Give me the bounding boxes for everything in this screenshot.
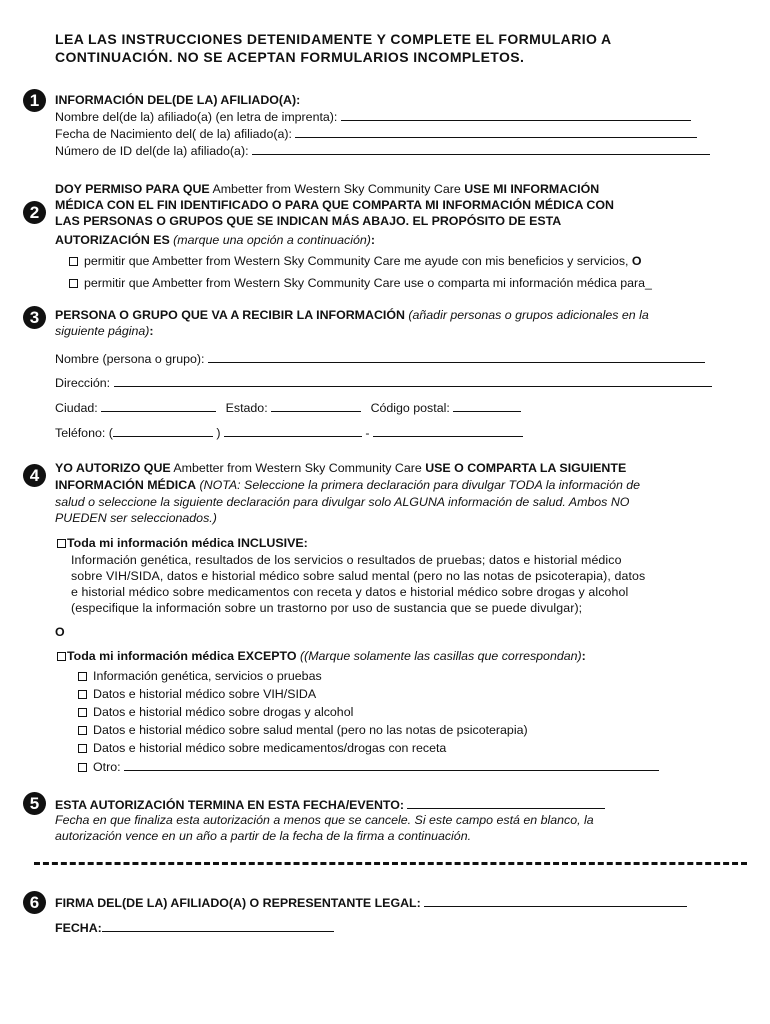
member-id-label: Número de ID del(de la) afiliado(a):	[55, 144, 249, 158]
s2-permission-use: USE MI INFORMACIÓN	[464, 182, 600, 196]
state-field[interactable]	[271, 399, 361, 412]
except-checkbox[interactable]	[57, 652, 66, 661]
city-field[interactable]	[101, 399, 216, 412]
s4-note-2: salud o seleccione la siguiente declaración para divulgar solo ALGUNA información de salud. Ambos NO	[55, 495, 630, 509]
except-item-hiv: Datos e historial médico sobre VIH/SIDA	[93, 687, 317, 701]
all-info-line-2: sobre VIH/SIDA, datos e historial médico sobre salud mental (pero no las notas de psicoterapia), datos	[71, 569, 646, 583]
except-item-mental: Datos e historial médico sobre salud mental (pero no las notas de psicoterapia)	[93, 723, 528, 737]
all-info-line-1: Información genética, resultados de los servicios o resultados de pruebas; datos e historial médico	[71, 553, 622, 567]
cut-line-divider	[34, 862, 747, 865]
except-item-genetic-checkbox[interactable]	[78, 672, 87, 681]
except-note: ((Marque solamente las casillas que correspondan)	[296, 649, 582, 663]
all-info-line-4: (especifique la información sobre un trastorno por uso de sustancia que se puede divulgar);	[71, 601, 583, 615]
recipient-name-field[interactable]	[208, 350, 705, 363]
s4-note-1: (NOTA: Seleccione la primera declaración para divulgar TODA la información de	[196, 478, 641, 492]
expiration-field[interactable]	[407, 796, 605, 809]
section-5-number: 5	[23, 792, 46, 815]
all-info-line-3: e historial médico sobre medicamentos con receta y datos e historial médico sobre drogas y alcohol	[71, 585, 629, 599]
phone-close: )	[216, 426, 221, 440]
s5-note-2: autorización vence en un año a partir de la fecha de la firma a continuación.	[55, 829, 472, 843]
phone-prefix-field[interactable]	[224, 424, 362, 437]
member-id-field[interactable]	[252, 142, 710, 155]
s2-option-1-checkbox[interactable]	[69, 257, 78, 266]
member-dob-field[interactable]	[295, 125, 697, 138]
section-3-number: 3	[23, 306, 46, 329]
s2-option-1-label: permitir que Ambetter from Western Sky Community Care me ayude con mis beneficios y servicios,	[84, 254, 632, 268]
except-item-mental-checkbox[interactable]	[78, 726, 87, 735]
form-instructions	[55, 30, 612, 66]
zip-field[interactable]	[453, 399, 521, 412]
s2-purpose-note: (marque una opción a continuación)	[169, 233, 371, 247]
member-name-field[interactable]	[341, 108, 691, 121]
member-dob-label: Fecha de Nacimiento del( de la) afiliado(a):	[55, 127, 292, 141]
except-item-rx-checkbox[interactable]	[78, 744, 87, 753]
s3-title: PERSONA O GRUPO QUE VA A RECIBIR LA INFORMACIÓN	[55, 308, 405, 322]
signature-date-field[interactable]	[102, 919, 334, 932]
s5-title: ESTA AUTORIZACIÓN TERMINA EN ESTA FECHA/EVENTO:	[55, 798, 405, 812]
s2-option-2-checkbox[interactable]	[69, 279, 78, 288]
except-item-drugs: Datos e historial médico sobre drogas y alcohol	[93, 705, 354, 719]
s2-line-3: LAS PERSONAS O GRUPOS QUE SE INDICAN MÁS ABAJO. EL PROPÓSITO DE ESTA	[55, 214, 562, 228]
all-info-description	[71, 552, 645, 616]
s2-option-2-label: permitir que Ambetter from Western Sky Community Care use o comparta mi información médica para_	[84, 276, 652, 290]
s2-line-2: MÉDICA CON EL FIN IDENTIFICADO O PARA QUE COMPARTA MI INFORMACIÓN MÉDICA CON	[55, 198, 614, 212]
s4-authorize-lead: YO AUTORIZO QUE	[55, 461, 171, 475]
s2-purpose-colon: :	[370, 233, 376, 247]
s2-purpose-label: AUTORIZACIÓN ES	[55, 233, 170, 247]
except-other-field[interactable]	[124, 758, 659, 771]
except-item-drugs-checkbox[interactable]	[78, 708, 87, 717]
phone-label: Teléfono: (	[55, 426, 113, 440]
zip-label: Código postal:	[370, 401, 450, 415]
recipient-address-label: Dirección:	[55, 376, 111, 390]
phone-area-field[interactable]	[113, 424, 213, 437]
signature-field[interactable]	[424, 894, 687, 907]
s4-medical-info: INFORMACIÓN MÉDICA	[55, 478, 197, 492]
s3-note: (añadir personas o grupos adicionales en la	[404, 308, 649, 322]
recipient-address-field[interactable]	[114, 374, 712, 387]
phone-dash: -	[365, 426, 370, 440]
except-item-genetic: Información genética, servicios o pruebas	[93, 669, 322, 683]
s4-or: O	[55, 625, 65, 639]
section-1-title: INFORMACIÓN DEL(DE LA) AFILIADO(A):	[55, 93, 301, 107]
all-info-title: Toda mi información médica INCLUSIVE:	[67, 536, 308, 550]
instructions-line-1: LEA LAS INSTRUCCIONES DETENIDAMENTE Y COMPLETE EL FORMULARIO A	[55, 31, 612, 47]
except-item-other: Otro:	[93, 760, 121, 774]
s2-plan-name: Ambetter from Western Sky Community Care	[209, 182, 465, 196]
except-item-rx: Datos e historial médico sobre medicamentos/drogas con receta	[93, 741, 447, 755]
s2-permission-lead: DOY PERMISO PARA QUE	[55, 182, 210, 196]
member-name-label: Nombre del(de la) afiliado(a) (en letra de imprenta):	[55, 110, 338, 124]
s4-note-3: PUEDEN ser seleccionados.)	[55, 511, 217, 525]
except-colon: :	[581, 649, 586, 663]
section-2-number: 2	[23, 201, 46, 224]
instructions-line-2: CONTINUACIÓN. NO SE ACEPTAN FORMULARIOS INCOMPLETOS.	[55, 49, 525, 65]
city-label: Ciudad:	[55, 401, 98, 415]
all-info-checkbox[interactable]	[57, 539, 66, 548]
s3-note-colon: :	[149, 324, 154, 338]
except-item-other-checkbox[interactable]	[78, 763, 87, 772]
s4-plan-name: Ambetter from Western Sky Community Care	[170, 461, 426, 475]
section-6-number: 6	[23, 891, 46, 914]
except-item-hiv-checkbox[interactable]	[78, 690, 87, 699]
section-1-number: 1	[23, 89, 46, 112]
s4-authorize-use: USE O COMPARTA LA SIGUIENTE	[425, 461, 627, 475]
recipient-name-label: Nombre (persona o grupo):	[55, 352, 205, 366]
except-title: Toda mi información médica EXCEPTO	[67, 649, 297, 663]
signature-date-label: FECHA:	[55, 921, 102, 935]
section-4-number: 4	[23, 464, 46, 487]
s2-option-or: O	[631, 254, 642, 268]
state-label: Estado:	[225, 401, 268, 415]
s5-note-1: Fecha en que finaliza esta autorización a menos que se cancele. Si este campo está en blanco, la	[55, 813, 594, 827]
phone-line-field[interactable]	[373, 424, 523, 437]
signature-label: FIRMA DEL(DE LA) AFILIADO(A) O REPRESENTANTE LEGAL:	[55, 896, 421, 910]
s3-note-cont: siguiente página)	[55, 324, 150, 338]
